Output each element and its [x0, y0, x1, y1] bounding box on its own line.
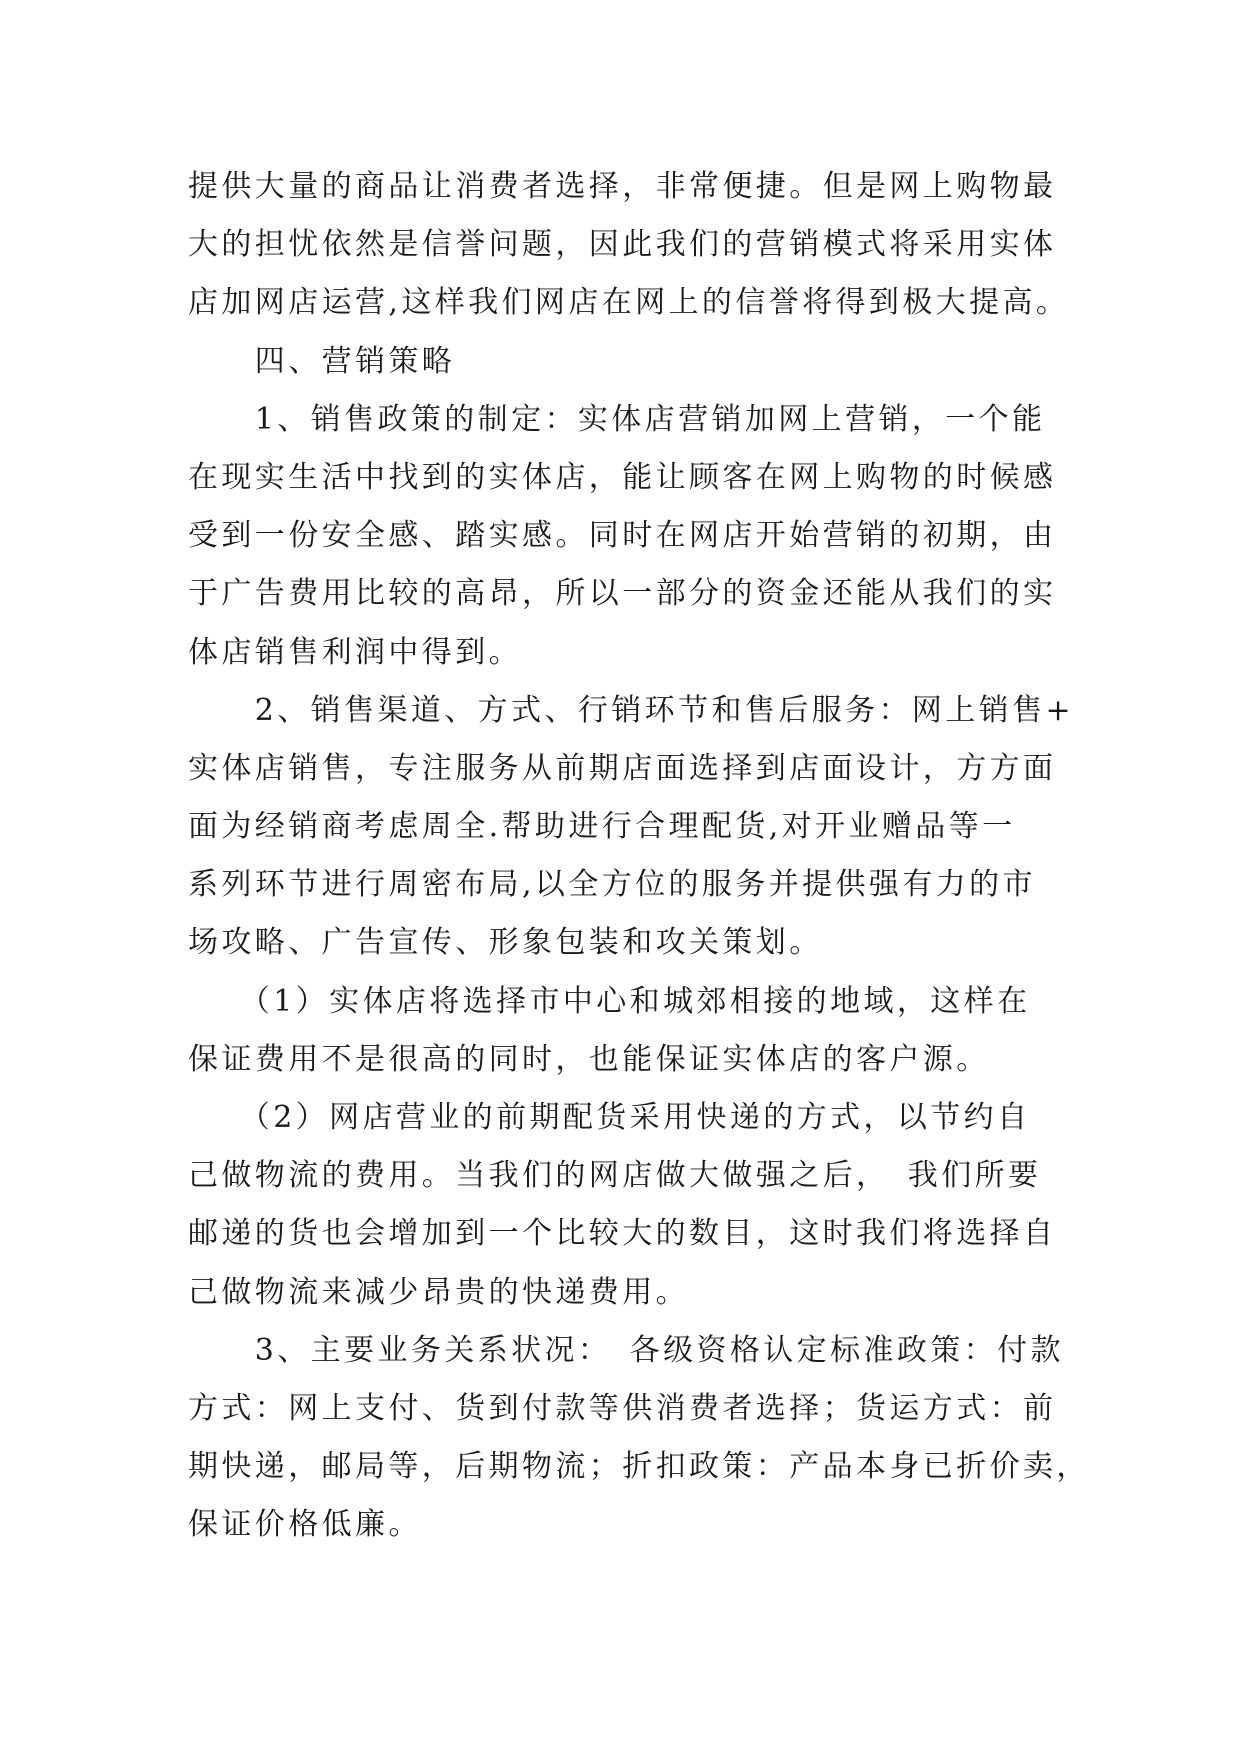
text-line: 在现实生活中找到的实体店，能让顾客在网上购物的时候感: [188, 459, 1057, 495]
text-line: 3、主要业务关系状况： 各级资格认定标准政策：付款: [188, 1332, 1064, 1368]
text-line: 面为经销商考虑周全.帮助进行合理配货,对开业赠品等一: [188, 809, 1016, 845]
text-line: 提供大量的商品让消费者选择，非常便捷。但是网上购物最: [188, 169, 1057, 204]
section-heading: 四、营销策略: [188, 343, 456, 379]
text-line: 己做物流来减少昂贵的快递费用。: [188, 1274, 689, 1310]
text-line: 己做物流的费用。当我们的网店做大做强之后， 我们所要: [188, 1158, 1042, 1194]
text-line: 期快递，邮局等，后期物流；折扣政策：产品本身已折价卖，: [188, 1449, 1090, 1485]
text-line: 于广告费用比较的高昂，所以一部分的资金还能从我们的实: [188, 576, 1057, 612]
text-line: 保证费用不是很高的同时，也能保证实体店的客户源。: [188, 1041, 990, 1077]
text-line: 系列环节进行周密布局,以全方位的服务并提供强有力的市: [188, 867, 1036, 903]
text-line: 体店销售利润中得到。: [188, 634, 522, 670]
text-line: （1）实体店将选择市中心和城郊相接的地域，这样在: [188, 983, 1031, 1019]
text-line: 店加网店运营,这样我们网店在网上的信誉将得到极大提高。: [188, 285, 1070, 321]
text-line: 场攻略、广告宣传、形象包装和攻关策划。: [188, 925, 823, 961]
text-line: 实体店销售，专注服务从前期店面选择到店面设计，方方面: [188, 750, 1057, 786]
text-line: 1、销售政策的制定：实体店营销加网上营销，一个能: [188, 401, 1046, 437]
text-line: 邮递的货也会增加到一个比较大的数目，这时我们将选择自: [188, 1216, 1057, 1252]
text-line: 方式：网上支付、货到付款等供消费者选择；货运方式：前: [188, 1390, 1057, 1426]
text-line: （2）网店营业的前期配货采用快递的方式，以节约自: [188, 1100, 1031, 1135]
text-line: 2、销售渠道、方式、行销环节和售后服务：网上销售+: [188, 692, 1075, 728]
document-body: [188, 158, 1088, 1555]
text-line: 受到一份安全感、踏实感。同时在网店开始营销的初期，由: [188, 518, 1057, 554]
text-line: 大的担忧依然是信誉问题，因此我们的营销模式将采用实体: [188, 227, 1057, 263]
text-line: 保证价格低廉。: [188, 1507, 422, 1543]
